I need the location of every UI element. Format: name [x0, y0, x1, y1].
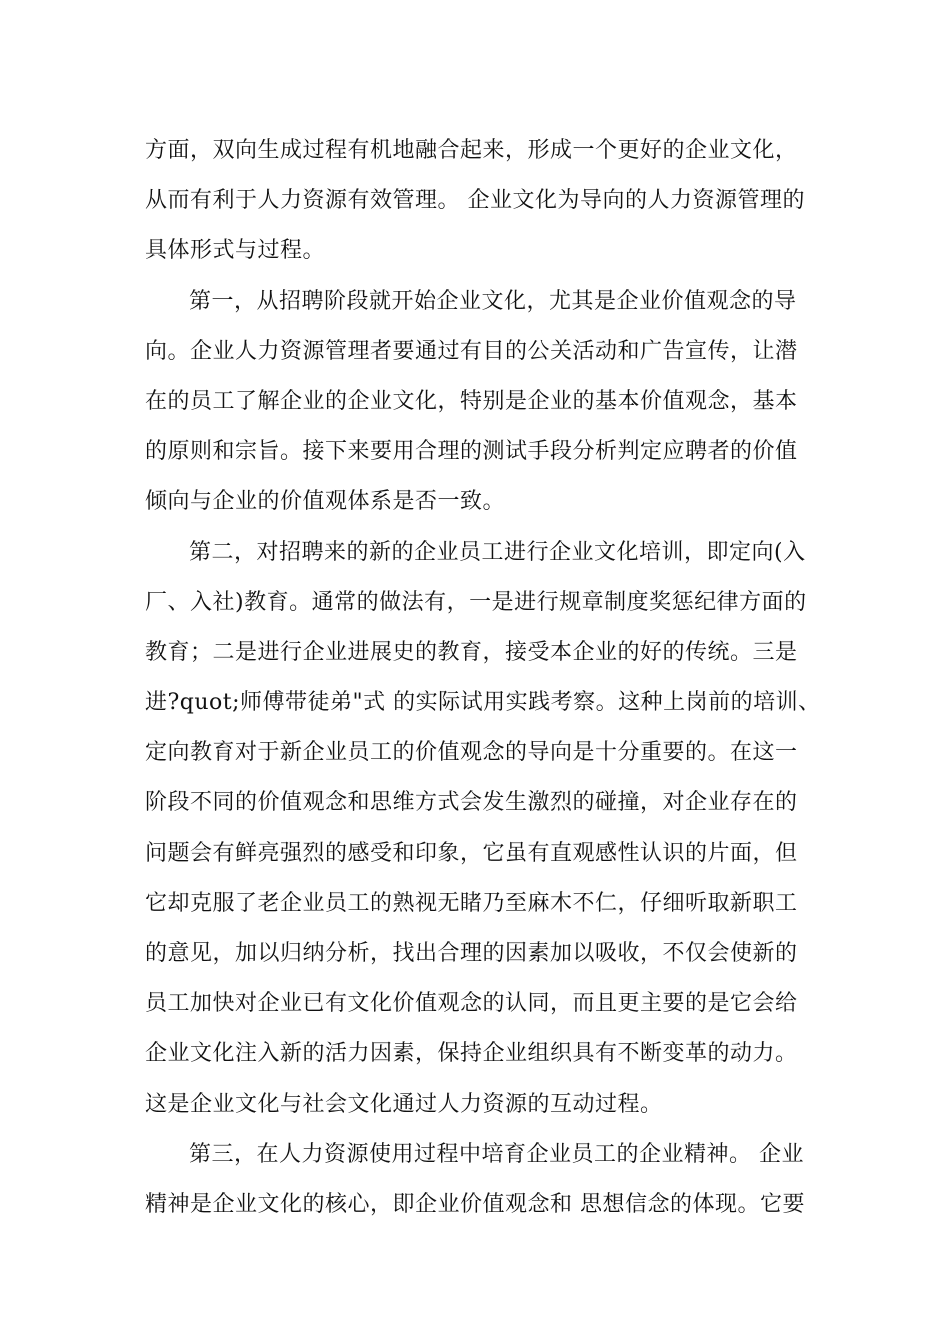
text-line: 向。企业人力资源管理者要通过有目的公关活动和广告宣传，让潜	[145, 338, 798, 364]
text-line: 进?quot;师傅带徒弟"式 的实际试用实践考察。这种上岗前的培训、	[145, 690, 821, 716]
text-line: 定向教育对于新企业员工的价值观念的导向是十分重要的。在这一	[145, 740, 798, 766]
paragraph	[145, 126, 810, 277]
text-line: 这是企业文化与社会文化通过人力资源的互动过程。	[145, 1091, 663, 1117]
text-line: 的意见，加以归纳分析，找出合理的因素加以吸收，不仅会使新的	[145, 941, 798, 966]
text-line: 第二，对招聘来的新的企业员工进行企业文化培训，即定向(入	[189, 539, 806, 565]
text-line: 阶段不同的价值观念和思维方式会发生激烈的碰撞，对企业存在的	[145, 790, 798, 816]
text-line: 倾向与企业的价值观体系是否一致。	[145, 489, 506, 515]
text-line: 教育；二是进行企业进展史的教育，接受本企业的好的传统。三是	[145, 639, 798, 665]
text-line: 具体形式与过程。	[145, 238, 326, 264]
text-line: 员工加快对企业已有文化价值观念的认同，而且更主要的是它会给	[145, 991, 798, 1017]
text-line: 方面，双向生成过程有机地融合起来，形成一个更好的企业文化，	[145, 138, 798, 163]
text-line: 企业文化注入新的活力因素，保持企业组织具有不断变革的动力。	[145, 1041, 798, 1067]
document-body	[145, 126, 821, 1230]
text-line: 在的员工了解企业的企业文化，特别是企业的基本价值观念，基本	[145, 388, 798, 414]
text-line: 厂、入社)教育。通常的做法有，一是进行规章制度奖惩纪律方面的	[145, 589, 807, 615]
text-line: 第三，在人力资源使用过程中培育企业员工的企业精神。 企业	[189, 1141, 804, 1167]
paragraph	[145, 1130, 810, 1230]
paragraph	[145, 277, 810, 528]
text-line: 从而有利于人力资源有效管理。 企业文化为导向的人力资源管理的	[145, 188, 805, 214]
text-line: 第一，从招聘阶段就开始企业文化，尤其是企业价值观念的导	[189, 288, 797, 314]
text-line: 问题会有鲜亮强烈的感受和印象，它虽有直观感性认识的片面，但	[145, 840, 798, 866]
text-line: 它却克服了老企业员工的熟视无睹乃至麻木不仁，仔细听取新职工	[145, 890, 798, 916]
text-line: 的原则和宗旨。接下来要用合理的测试手段分析判定应聘者的价值	[145, 439, 798, 465]
text-line: 精神是企业文化的核心，即企业价值观念和 思想信念的体现。它要	[145, 1191, 805, 1217]
paragraph	[145, 528, 821, 1130]
